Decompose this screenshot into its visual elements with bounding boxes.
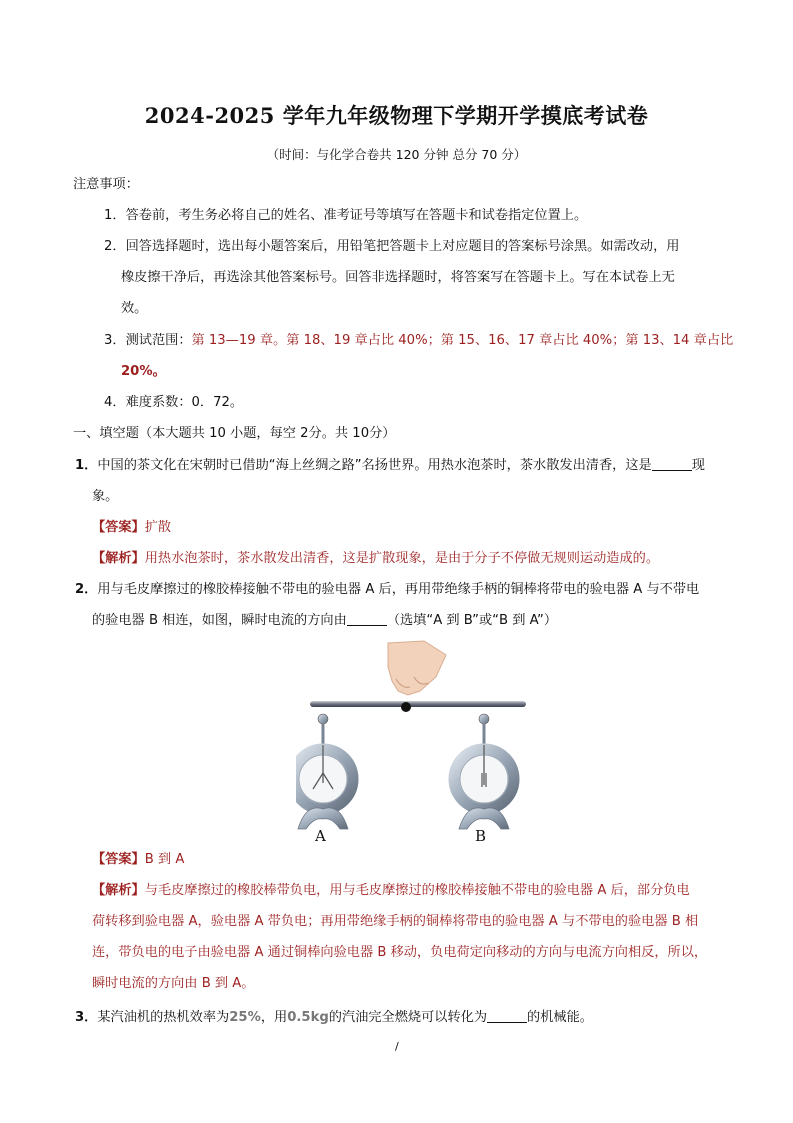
q1-stem-end: 现 [691, 458, 705, 473]
q3-answer-blank [487, 1008, 527, 1023]
q2-line-2 [92, 611, 557, 631]
notice-item-3-line-2: 20%。 [121, 364, 166, 379]
electroscope-illustration [296, 637, 536, 847]
q2-answer-text: B 到 A [144, 852, 185, 867]
electroscope-b [454, 714, 514, 829]
hand-icon [388, 641, 446, 695]
notice-item-3-prefix: 3．测试范围： [104, 333, 192, 348]
electroscope-figure [296, 637, 536, 847]
q2-analysis-line-2: 荷转移到验电器 A，验电器 A 带负电；再用带绝缘手柄的铜棒将带电的验电器 A 与不带电的验电器 B 相 [92, 914, 699, 929]
q3-part-2: ，用 [260, 1010, 288, 1025]
page-number: / [395, 1040, 399, 1053]
q3-line-1 [75, 1008, 593, 1028]
q2-stem-2: 的验电器 B 相连，如图，瞬时电流的方向由 [92, 613, 347, 628]
q1-answer-blank [652, 456, 692, 471]
q2-answer [92, 850, 184, 870]
q2-answer-tag: 【答案】 [92, 852, 145, 867]
q2-analysis-text-1: 与毛皮摩擦过的橡胶棒带负电，用与毛皮摩擦过的橡胶棒接触不带电的验电器 A 后，部分负电 [144, 883, 690, 898]
q3-part-1: 某汽油机的热机效率为 [97, 1010, 230, 1025]
copper-rod [310, 701, 526, 707]
q1-analysis-text: 用热水泡茶时，茶水散发出清香，这是扩散现象，是由于分子不停做无规则运动造成的。 [144, 551, 660, 566]
notice-item-4: 4．难度系数：0．72。 [104, 395, 244, 410]
q3-part-4: 的机械能。 [527, 1010, 593, 1025]
notice-item-3-range: 第 13—19 章。第 18、19 章占比 40%；第 15、16、17 章占比 40%；第 13、14 章占比 [191, 333, 734, 348]
q2-analysis-line-4: 瞬时电流的方向由 B 到 A。 [92, 976, 255, 991]
q2-analysis-line-1 [92, 881, 690, 901]
q1-answer [92, 518, 171, 538]
q2-stem-options: （选填“A 到 B”或“B 到 A”） [386, 613, 558, 628]
q3-part-3: 的汽油完全燃烧可以转化为 [328, 1010, 488, 1025]
q2-answer-blank [347, 611, 387, 626]
notice-item-1: 1．答卷前，考生务必将自己的姓名、准考证号等填写在答题卡和试卷指定位置上。 [104, 208, 588, 223]
page-title: 2024-2025 学年九年级物理下学期开学摸底考试卷 [144, 103, 649, 128]
electroscope-b-label: B [475, 827, 487, 845]
q1-analysis [92, 549, 659, 569]
q3-number: 3． [75, 1010, 98, 1025]
insulated-handle [401, 702, 411, 712]
q1-number: 1． [75, 458, 98, 473]
q2-number: 2． [75, 582, 98, 597]
notice-item-3 [104, 331, 733, 351]
q1-answer-tag: 【答案】 [92, 520, 145, 535]
notice-item-2-line-2: 橡皮擦干净后，再选涂其他答案标号。回答非选择题时，将答案写在答题卡上。写在本试卷上无 [121, 270, 675, 285]
notice-heading: 注意事项： [73, 177, 139, 192]
q2-stem: 用与毛皮摩擦过的橡胶棒接触不带电的验电器 A 后，再用带绝缘手柄的铜棒将带电的验电器 A 与不带电 [97, 582, 700, 597]
q1-line-2: 象。 [92, 489, 119, 504]
q1-analysis-tag: 【解析】 [92, 551, 145, 566]
q3-value-efficiency: 25% [229, 1010, 261, 1025]
electroscope-a-label: A [315, 827, 326, 845]
q2-line-1 [75, 580, 699, 600]
section-1-heading: 一、填空题（本大题共 10 小题，每空 2分。共 10分） [73, 426, 396, 441]
q1-answer-text: 扩散 [144, 520, 172, 535]
q1-line-1 [75, 456, 705, 476]
page-subtitle: （时间：与化学合卷共 120 分钟 总分 70 分） [266, 147, 527, 162]
notice-item-2-line-3: 效。 [121, 301, 148, 316]
q2-analysis-line-3: 连，带负电的电子由验电器 A 通过铜棒向验电器 B 移动，负电荷定向移动的方向与电流方向相反，所以， [92, 945, 708, 960]
q3-value-mass: 0.5kg [287, 1010, 329, 1025]
q1-stem: 中国的茶文化在宋朝时已借助“海上丝绸之路”名扬世界。用热水泡茶时，茶水散发出清香，这是 [97, 458, 652, 473]
electroscope-a [296, 714, 353, 829]
q2-analysis-tag: 【解析】 [92, 883, 145, 898]
notice-item-2-line-1: 2．回答选择题时，选出每小题答案后，用铅笔把答题卡上对应题目的答案标号涂黑。如需改动，用 [104, 239, 680, 254]
